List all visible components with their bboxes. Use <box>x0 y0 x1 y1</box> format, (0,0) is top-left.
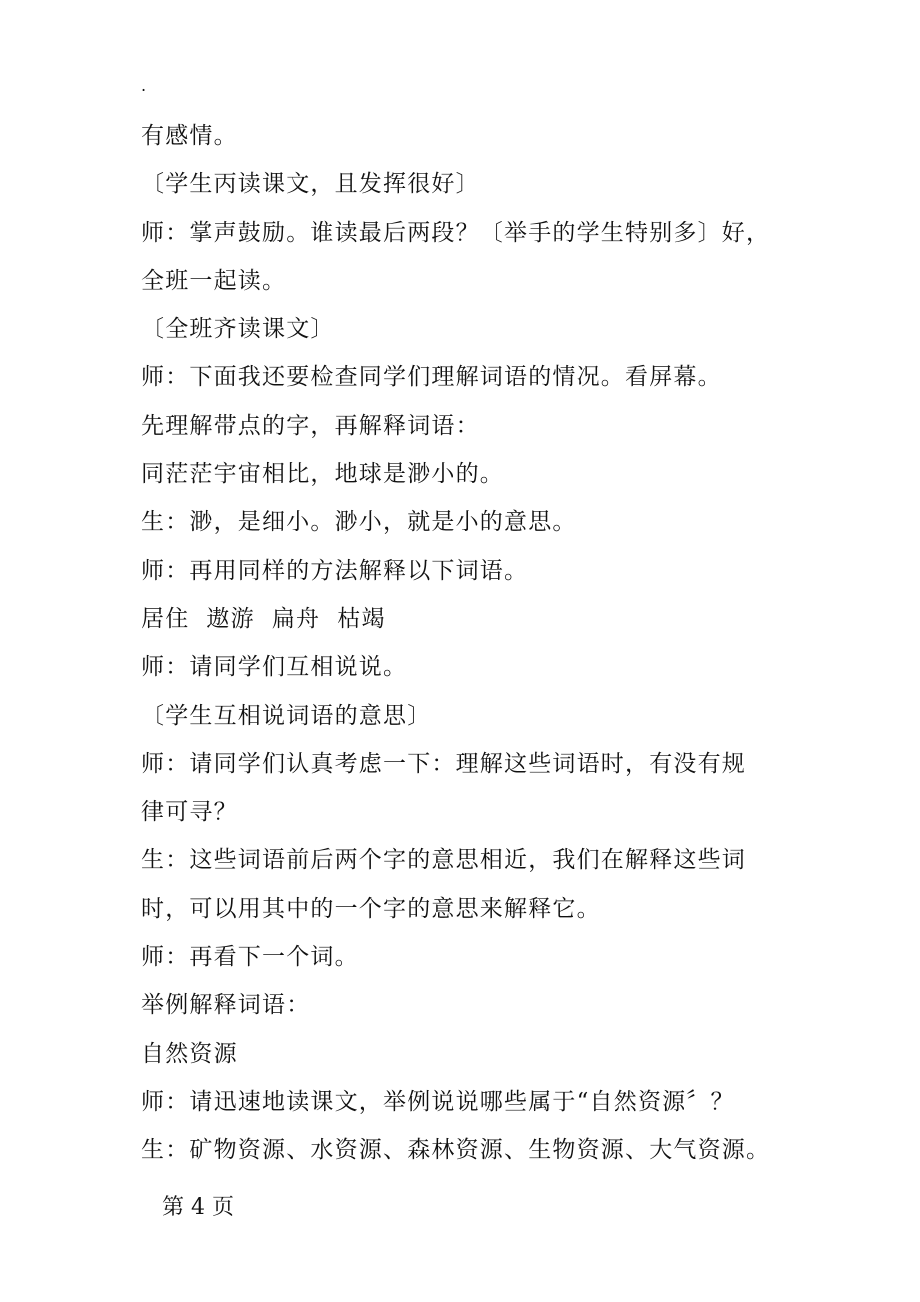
text-line: 师：再用同样的方法解释以下词语。 <box>141 557 529 584</box>
text-line: 师：请同学们互相说说。 <box>141 654 408 681</box>
text-line: 师：请迅速地读课文，举例说说哪些属于“自然资源〞？ <box>141 1088 735 1115</box>
page-number: 第 4 页 <box>162 1195 234 1220</box>
text-line: 生：渺，是细小。渺小，就是小的意思。 <box>141 509 577 536</box>
text-line: 先理解带点的字，再解释词语： <box>141 412 480 439</box>
text-line: 律可寻？ <box>141 799 238 826</box>
document-body <box>141 112 781 1175</box>
text-line: 全班一起读。 <box>141 267 287 294</box>
text-line: 师：请同学们认真考虑一下：理解这些词语时，有没有规 <box>141 750 746 777</box>
text-line: 师：掌声鼓励。谁读最后两段？〔举手的学生特别多〕好， <box>141 219 771 246</box>
text-line: 同茫茫宇宙相比，地球是渺小的。 <box>141 461 504 488</box>
text-line: 生：矿物资源、水资源、森林资源、生物资源、大气资源。 <box>141 1137 771 1164</box>
text-line: 生：这些词语前后两个字的意思相近，我们在解释这些词 <box>141 847 746 874</box>
page-marker: . <box>141 76 147 95</box>
text-line: 〔学生互相说词语的意思〕 <box>141 702 432 729</box>
text-line: 时，可以用其中的一个字的意思来解释它。 <box>141 895 601 922</box>
text-line: 居住 遨游 扁舟 枯竭 <box>141 605 386 632</box>
text-line: 〔全班齐读课文〕 <box>141 316 335 343</box>
text-line: 师：再看下一个词。 <box>141 944 359 971</box>
text-line: 师：下面我还要检查同学们理解词语的情况。看屏幕。 <box>141 364 722 391</box>
text-line: 〔学生丙读课文，且发挥很好〕 <box>141 171 480 198</box>
text-line: 举例解释词语： <box>141 992 311 1019</box>
text-line: 有感情。 <box>141 123 238 149</box>
text-line: 自然资源 <box>141 1040 238 1067</box>
